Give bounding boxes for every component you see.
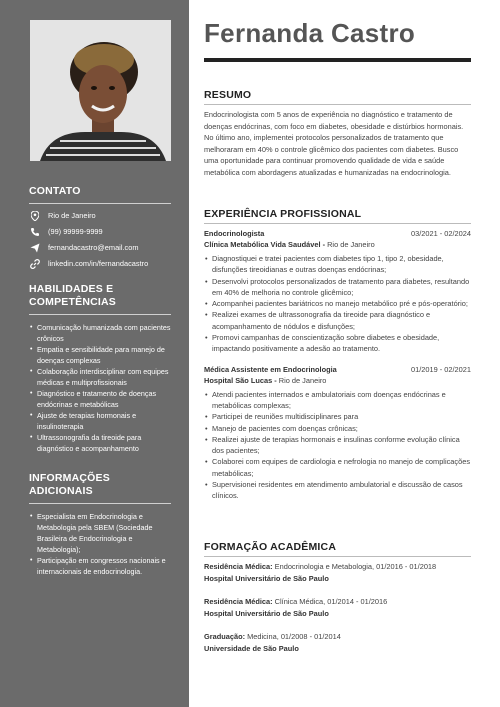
- additional-list: [29, 511, 171, 577]
- summary-title: RESUMO: [204, 89, 471, 105]
- job-org-name: Clínica Metabólica Vida Saudável -: [204, 240, 326, 249]
- skills-list: [29, 322, 171, 454]
- job-entry: [204, 364, 471, 502]
- education-school: Hospital Universitário de São Paulo: [204, 573, 329, 583]
- job-bullet: • Diagnostiquei e tratei pacientes com diabetes tipo 1, tipo 2, obesidade, disfunções tireoidianas e outras doenças endócrinas;: [212, 253, 471, 276]
- education-entry: [204, 596, 471, 619]
- skills-section: [29, 283, 171, 454]
- job-org-name: Hospital São Lucas -: [204, 375, 277, 385]
- education-school: Hospital Universitário de São Paulo: [204, 608, 329, 618]
- additional-item: • Participação em congressos nacionais e internacionais de endocrinologia.: [37, 555, 171, 577]
- job-bullets: [204, 253, 471, 355]
- skill-item: • Empatia e sensibilidade para manejo de doenças complexas: [37, 344, 171, 366]
- job-bullet: • Atendi pacientes internados e ambulatoriais com doenças endócrinas e metabólicas complexas;: [212, 389, 471, 412]
- job-bullet: • Supervisionei residentes em atendimento ambulatorial e discussão de casos clínicos.: [212, 479, 471, 502]
- additional-section: [29, 472, 171, 577]
- contact-phone-text: (99) 99999-9999: [48, 227, 103, 236]
- contact-phone: [29, 227, 171, 237]
- job-bullet: • Participei de reuniões multidisciplinares para: [212, 411, 471, 422]
- experience-title: EXPERIÊNCIA PROFISSIONAL: [204, 208, 471, 224]
- contact-section: [29, 185, 171, 275]
- contact-linkedin[interactable]: [29, 259, 171, 269]
- education-label: Residência Médica:: [204, 562, 273, 571]
- contact-email-text[interactable]: fernandacastro@email.com: [48, 243, 139, 252]
- sidebar: [0, 0, 189, 707]
- job-bullet: • Colaborei com equipes de cardiologia e nefrologia no manejo de complicações metabólicas;: [212, 456, 471, 479]
- experience-section: [204, 208, 471, 502]
- summary-text: Endocrinologista com 5 anos de experiência no diagnóstico e tratamento de doenças endócrinas, com foco em diabetes, obesidade e distúrbios hormonais. No último ano, implementei protocolos personalizados de tratamento que melhoraram em 40% o controle glicêmico dos pacientes com diabetes. Busco uma oportunidade para continuar promovendo qualidade de vida e saúde metabólica com abordagens atualizadas e humanizadas na endocrinologia.: [204, 110, 464, 177]
- education-school: Universidade de São Paulo: [204, 643, 299, 653]
- education-section: [204, 541, 471, 667]
- send-icon: [29, 243, 41, 253]
- job-bullet: • Promovi campanhas de conscientização sobre diabetes e obesidade, impactando positivamente a adesão ao tratamento.: [212, 332, 471, 355]
- skill-item: • Ultrassonografia da tireoide para diagnóstico e acompanhamento: [37, 432, 171, 454]
- contact-linkedin-text[interactable]: linkedin.com/in/fernandacastro: [48, 259, 149, 268]
- name-divider: [204, 58, 471, 62]
- skill-item: • Diagnóstico e tratamento de doenças endócrinas e metabólicas: [37, 388, 171, 410]
- job-bullet: • Acompanhei pacientes bariátricos no manejo metabólico pré e pós-operatório;: [212, 298, 471, 309]
- education-detail: Endocrinologia e Metabologia, 01/2016 - 01/2018: [272, 562, 437, 571]
- location-icon: [29, 211, 41, 221]
- job-bullet: • Realizei ajuste de terapias hormonais e insulinas conforme evolução clínica dos pacientes;: [212, 434, 471, 457]
- job-org: [204, 239, 471, 250]
- job-dates: 01/2019 - 02/2021: [411, 364, 471, 374]
- link-icon: [29, 259, 41, 269]
- additional-title: INFORMAÇÕES ADICIONAIS: [29, 472, 171, 504]
- summary-section: [204, 89, 471, 179]
- contact-email[interactable]: [29, 243, 171, 253]
- job-dates: 03/2021 - 02/2024: [411, 229, 471, 238]
- skills-title: HABILIDADES E COMPETÊNCIAS: [29, 283, 171, 315]
- job-org: [204, 375, 471, 386]
- skill-item: • Colaboração interdisciplinar com equipes médicas e multiprofissionais: [37, 366, 171, 388]
- education-detail: Clínica Médica, 01/2014 - 01/2016: [272, 597, 388, 607]
- contact-title: CONTATO: [29, 185, 171, 204]
- job-bullets: [204, 389, 471, 502]
- job-bullet: • Manejo de pacientes com doenças crônicas;: [212, 423, 471, 434]
- education-entry: [204, 561, 471, 584]
- additional-item: • Especialista em Endocrinologia e Metabologia pela SBEM (Sociedade Brasileira de Endocrinologia e Metabologia);: [37, 511, 171, 555]
- skill-item: • Comunicação humanizada com pacientes crônicos: [37, 322, 171, 344]
- job-role: Médica Assistente em Endocrinologia: [204, 364, 337, 374]
- skill-item: • Ajuste de terapias hormonais e insulinoterapia: [37, 410, 171, 432]
- education-detail: Medicina, 01/2008 - 01/2014: [245, 632, 341, 642]
- education-label: Residência Médica:: [204, 597, 273, 607]
- job-bullet: • Realizei exames de ultrassonografia da tireoide para diagnóstico e acompanhamento de nódulos e disfunções;: [212, 309, 471, 332]
- profile-photo: [30, 20, 171, 161]
- phone-icon: [29, 227, 41, 237]
- job-org-city: Rio de Janeiro: [276, 375, 327, 385]
- job-role: Endocrinologista: [204, 229, 265, 238]
- job-bullet: • Desenvolvi protocolos personalizados de tratamento para diabetes, resultando em 40% de melhoria no controle glicêmico;: [212, 276, 471, 299]
- education-title: FORMAÇÃO ACADÊMICA: [204, 541, 471, 557]
- education-entry: [204, 631, 471, 654]
- contact-location-text: Rio de Janeiro: [48, 211, 96, 220]
- education-label: Graduação:: [204, 632, 246, 642]
- job-entry: [204, 228, 471, 355]
- contact-location: [29, 211, 171, 221]
- candidate-name: Fernanda Castro: [204, 18, 416, 48]
- job-org-city: Rio de Janeiro: [325, 240, 375, 249]
